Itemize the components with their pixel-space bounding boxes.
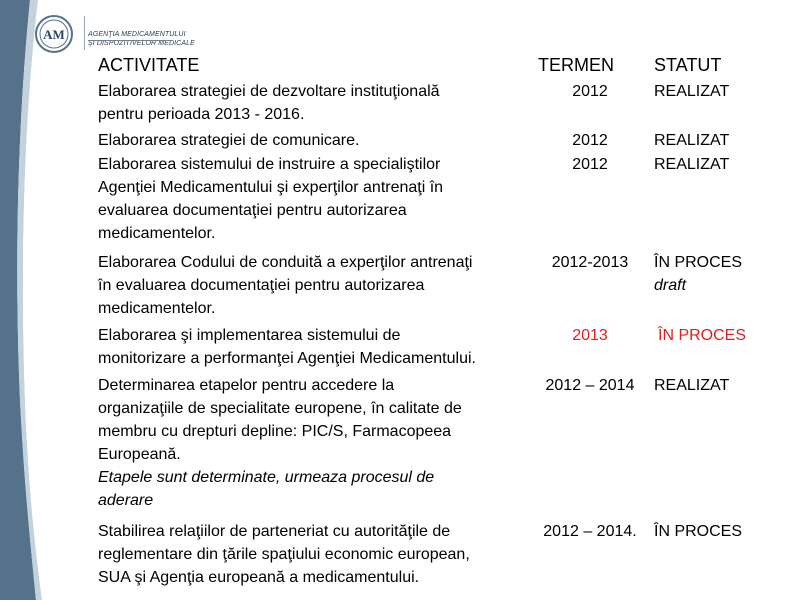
agency-logo [34,14,78,54]
activity-line: Stabilirea relaţiilor de parteneriat cu autorităţile de [98,523,451,540]
row-3-activitate [98,153,528,245]
activity-note-line: aderare [98,492,154,509]
activity-line: Elaborarea şi implementarea sistemului de [98,327,401,344]
logo-text [88,30,195,48]
status-note: draft [654,277,687,294]
activity-line: Elaborarea strategiei de comunicare. [98,132,360,149]
row-4-statut [654,251,794,297]
activity-line: Determinarea etapelor pentru accedere la [98,377,395,394]
activity-line: monitorizare a performanţei Agenţiei Medicamentului. [98,350,476,367]
row-6-activitate [98,374,528,512]
row-1-statut: REALIZAT [654,83,730,100]
row-3-statut: REALIZAT [654,156,730,173]
logo-line-1: AGENŢIA MEDICAMENTULUI [88,31,186,38]
activity-line: Elaborarea strategiei de dezvoltare instituţională [98,83,440,100]
logo-underline [88,40,172,41]
activity-line: SUA şi Agenţia europeană a medicamentului. [98,569,420,586]
row-7-activitate [98,520,528,589]
status-text: ÎN PROCES [654,254,743,271]
row-7-termen: 2012 – 2014. [543,523,637,540]
activity-line: Elaborarea sistemului de instruire a specialiştilor [98,156,441,173]
row-5-statut: ÎN PROCES [658,327,747,344]
row-7-statut: ÎN PROCES [654,523,743,540]
activity-line: reglementare din ţările spaţiului economic european, [98,546,470,563]
activity-line: Europeană. [98,446,181,463]
activity-line: evaluarea documentaţiei pentru autorizarea [98,202,407,219]
header-statut: STATUT [654,55,722,75]
row-1-termen: 2012 [572,83,608,100]
row-5-activitate [98,324,528,370]
activity-line: pentru perioada 2013 - 2016. [98,106,305,123]
side-decoration [0,0,48,600]
header-activitate: ACTIVITATE [98,55,200,75]
activity-line: membru cu drepturi depline: PIC/S, Farmacopeea [98,423,452,440]
row-2-termen: 2012 [572,132,608,149]
svg-text:AM: AM [43,27,65,42]
row-3-termen: 2012 [572,156,608,173]
activity-line: organizaţiile de specialitate europene, în calitate de [98,400,462,417]
logo-line-2: ŞI DISPOZITIVELOR MEDICALE [88,40,195,47]
row-6-termen: 2012 – 2014 [545,377,635,394]
logo-divider [84,16,85,50]
activity-line: Agenţiei Medicamentului şi experţilor antrenaţi în [98,179,444,196]
activity-line: Elaborarea Codului de conduită a experţilor antrenaţi [98,254,473,271]
activity-line: medicamentelor. [98,300,216,317]
row-4-activitate [98,251,528,320]
row-1-activitate [98,80,528,126]
row-6-statut: REALIZAT [654,377,730,394]
header-termen: TERMEN [538,55,614,75]
activity-line: medicamentelor. [98,225,216,242]
activity-note-line: Etapele sunt determinate, urmeaza procesul de [98,469,435,486]
row-2-activitate [98,129,528,152]
row-5-termen: 2013 [572,327,608,344]
row-4-termen: 2012-2013 [551,254,629,271]
row-2-statut: REALIZAT [654,132,730,149]
activity-line: în evaluarea documentaţiei pentru autorizarea [98,277,425,294]
